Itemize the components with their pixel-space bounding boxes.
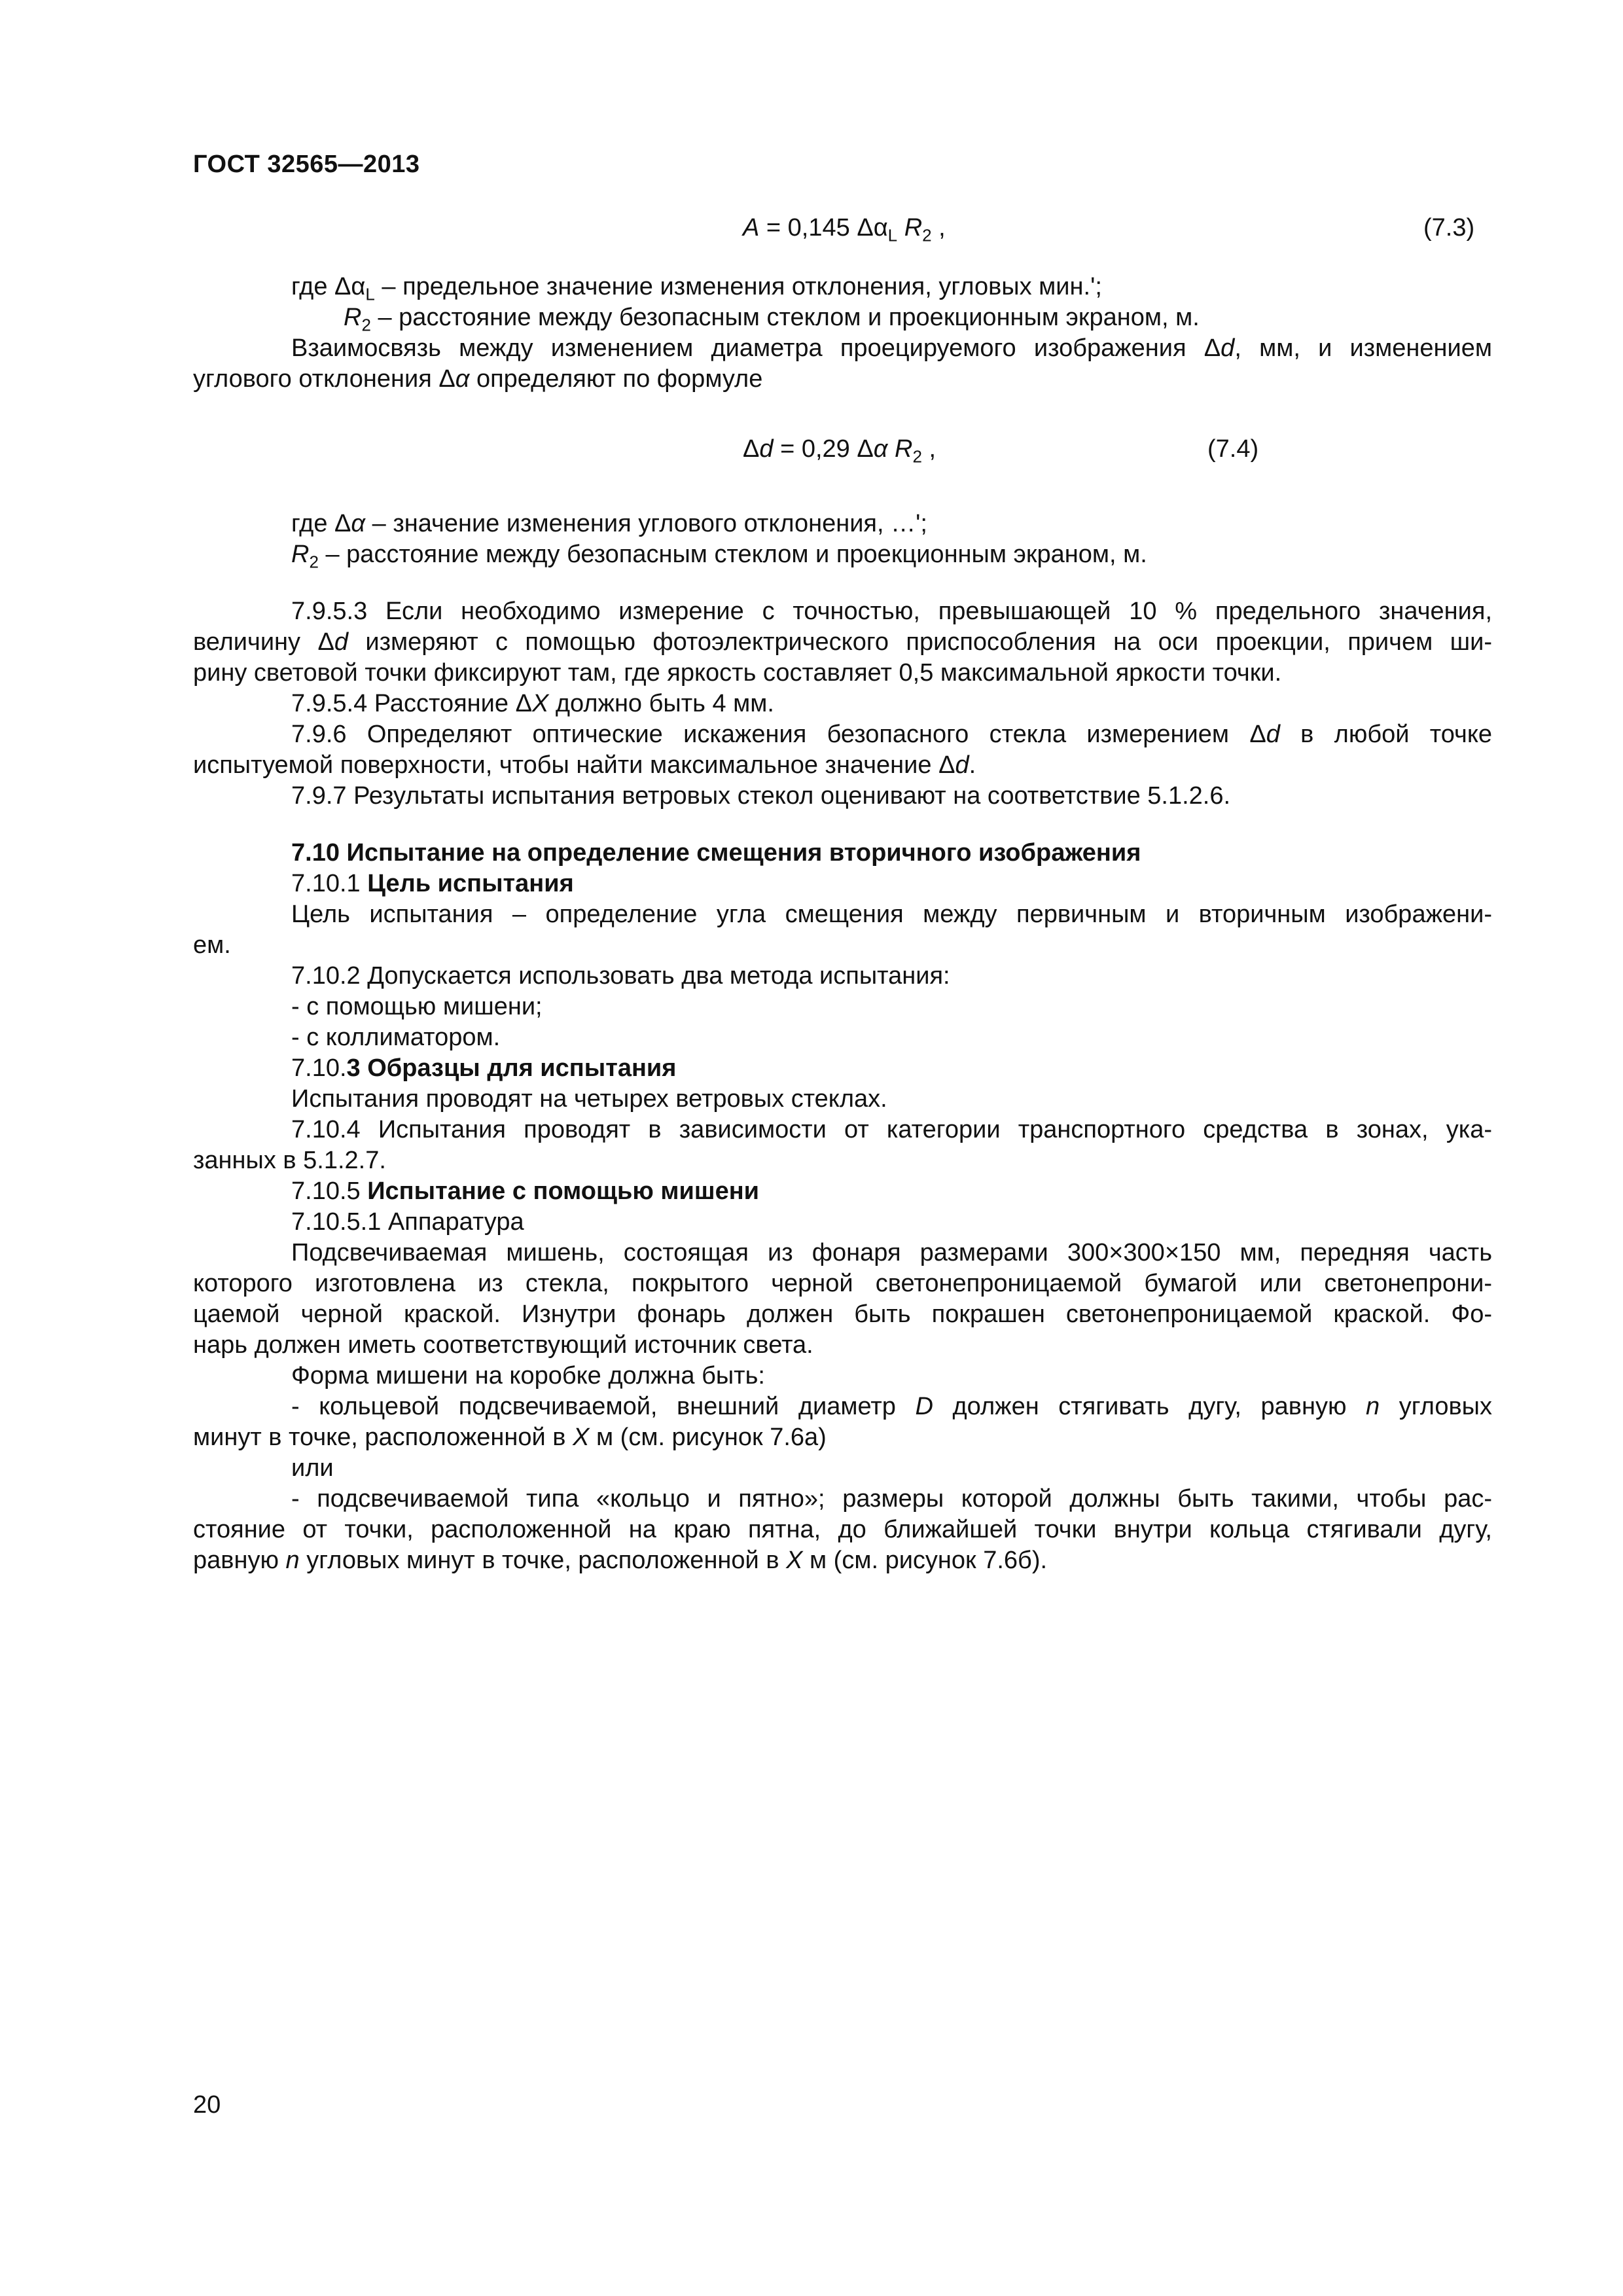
paragraph-7-9-5-3-line-3: рину световой точки фиксируют там, где яркость составляет 0,5 максимальной яркости точки. [193, 659, 1282, 687]
method-list-item-collimator: - с коллиматором. [291, 1024, 501, 1051]
formula-7-4-expression: Δd = 0,29 Δα $R_2$ , [743, 435, 936, 467]
apparatus-line-1: Подсвечиваемая мишень, состоящая из фонаря размерами 300×300×150 мм, передняя часть [291, 1239, 1492, 1266]
goal-line-2: ем. [193, 931, 231, 959]
paragraph-7-9-7: 7.9.7 Результаты испытания ветровых стекол оценивают на соответствие 5.1.2.6. [291, 782, 1231, 810]
ring-spot-line-1: - подсвечиваемой типа «кольцо и пятно»; размеры которой должны быть такими, чтобы рас- [291, 1485, 1492, 1513]
ring-spot-line-2: стояние от точки, расположенной на краю пятна, до ближайшей точки внутри кольца стягивали дугу, [193, 1516, 1492, 1543]
paragraph-7-9-6-line-2: испытуемой поверхности, чтобы найти максимальное значение Δd. [193, 751, 976, 779]
document-header: ГОСТ 32565—2013 [193, 151, 420, 178]
formula-7-3-number: (7.3) [1423, 214, 1475, 242]
paragraph-7-10-4-line-2: занных в 5.1.2.7. [193, 1147, 386, 1174]
paragraph-samples: Испытания проводят на четырех ветровых стеклах. [291, 1085, 887, 1113]
method-list-item-target: - с помощью мишени; [291, 993, 543, 1020]
ring-spot-line-3: равную n угловых минут в точке, расположенной в X м (см. рисунок 7.6б). [193, 1547, 1048, 1574]
formula-7-4 [193, 434, 1492, 469]
ring-target-line-1: - кольцевой подсвечиваемой, внешний диаметр D должен стягивать дугу, равную n угловых [291, 1393, 1492, 1420]
where-line-delta-alpha: где Δα – значение изменения углового отклонения, …'; [291, 510, 927, 537]
target-shape-intro: Форма мишени на коробке должна быть: [291, 1362, 765, 1390]
apparatus-line-4: нарь должен иметь соответствующий источник света. [193, 1331, 813, 1359]
paragraph-7-10-2: 7.10.2 Допускается использовать два метода испытания: [291, 962, 950, 990]
page-number: 20 [193, 2091, 221, 2119]
section-7-10-heading: 7.10 Испытание на определение смещения вторичного изображения [291, 839, 1141, 867]
paragraph-7-9-5-3-line-1: 7.9.5.3 Если необходимо измерение с точностью, превышающей 10 % предельного значения, [291, 598, 1492, 625]
page-content [193, 213, 1492, 1576]
formula-7-4-number: (7.4) [1207, 435, 1259, 463]
paragraph-7-9-5-4: 7.9.5.4 Расстояние ΔX должно быть 4 мм. [291, 690, 774, 717]
where-line-r2: $R_2$ – расстояние между безопасным стеклом и проекционным экраном, м. [344, 304, 1200, 335]
formula-7-3-expression: A = 0,145 $\Delta\alpha_L$ $R_2$ , [743, 214, 946, 245]
paragraph-7-9-5-3-line-2: величину Δd измеряют с помощью фотоэлектрического приспособления на оси проекции, причем ши- [193, 628, 1492, 656]
where-line-delta-alpha-l: где $\Delta\alpha_L$ – предельное значение изменения отклонения, угловых мин.'; [291, 273, 1102, 304]
paragraph-relation-line-2: углового отклонения Δα определяют по формуле [193, 365, 763, 393]
paragraph-relation-line-1: Взаимосвязь между изменением диаметра проецируемого изображения Δd, мм, и изменением [291, 334, 1492, 362]
paragraph-7-9-6-line-1: 7.9.6 Определяют оптические искажения безопасного стекла измерением Δd в любой точке [291, 721, 1492, 748]
subsection-7-10-3-heading: 7.10.3 Образцы для испытания [291, 1054, 677, 1082]
ring-target-line-2: минут в точке, расположенной в X м (см. рисунок 7.6а) [193, 1424, 827, 1451]
subsection-7-10-5-heading: 7.10.5 Испытание с помощью мишени [291, 1177, 760, 1205]
apparatus-line-2: которого изготовлена из стекла, покрытого черной светонепроницаемой бумагой или светонепрони- [193, 1270, 1492, 1297]
where-line-r2-second: $R_2$ – расстояние между безопасным стеклом и проекционным экраном, м. [291, 541, 1147, 572]
formula-7-3 [193, 213, 1492, 248]
paragraph-7-10-5-1: 7.10.5.1 Аппаратура [291, 1208, 524, 1236]
goal-line-1: Цель испытания – определение угла смещения между первичным и вторичным изображени- [291, 901, 1492, 928]
subsection-7-10-1-heading: 7.10.1 Цель испытания [291, 870, 574, 897]
paragraph-7-10-4-line-1: 7.10.4 Испытания проводят в зависимости от категории транспортного средства в зонах, ука- [291, 1116, 1492, 1143]
apparatus-line-3: цаемой черной краской. Изнутри фонарь должен быть покрашен светонепроницаемой краской. Фо- [193, 1300, 1492, 1328]
or-separator: или [291, 1454, 334, 1482]
